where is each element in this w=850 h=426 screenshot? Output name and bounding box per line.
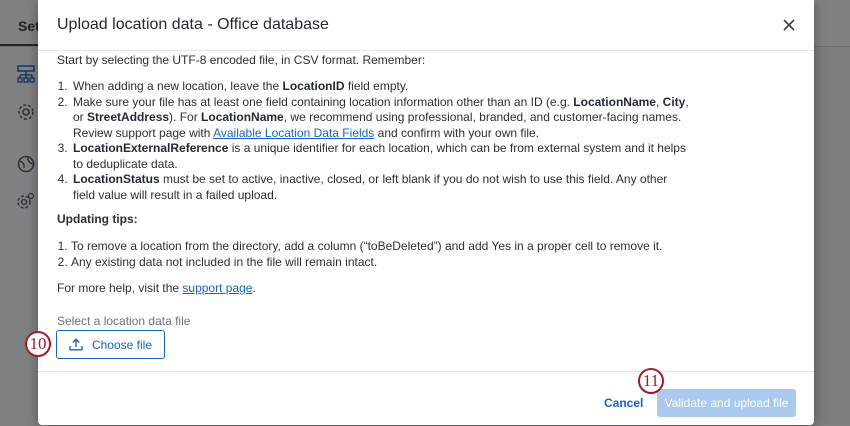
instruction-item: 1. When adding a new location, leave the LocationID field empty. [71,79,691,95]
tip-item: 1. To remove a location from the directory, add a column (“toBeDeleted”) and add Yes in a proper cell to remove it. [71,239,711,255]
callout-badge: 11 [638,368,664,394]
instructions-list [57,79,691,203]
instruction-item: 4. LocationStatus must be set to active, inactive, closed, or left blank if you do not wish to use this field. Any other field value will result in a failed upload. [71,172,691,203]
updating-tips-heading: Updating tips: [57,212,138,226]
support-page-link[interactable]: support page [182,281,253,295]
upload-icon [69,338,83,351]
upload-location-modal [38,0,814,425]
intro-text: Start by selecting the UTF-8 encoded file, in CSV format. Remember: [57,53,426,67]
help-text: For more help, visit the support page. [57,281,256,295]
file-select-label: Select a location data file [57,314,191,328]
choose-file-label: Choose file [91,337,153,352]
choose-file-button[interactable] [56,330,165,359]
tips-list [57,239,711,270]
validate-upload-button[interactable]: Validate and upload file [657,389,796,417]
available-fields-link[interactable]: Available Location Data Fields [213,125,375,140]
modal-title: Upload location data - Office database [57,16,329,33]
callout-badge: 10 [25,331,51,357]
tip-item: 2. Any existing data not included in the file will remain intact. [71,255,711,271]
close-button[interactable] [778,14,800,36]
modal-header [38,0,814,51]
instruction-item: 3. LocationExternalReference is a unique identifier for each location, which can be from external system and it helps to deduplicate data. [71,141,691,172]
modal-footer [38,371,814,426]
close-icon [783,19,795,31]
instruction-item: 2. Make sure your file has at least one field containing location information other than an ID (e.g. LocationName, City, or StreetAddress). For LocationName, we recommend using professional, branded, and customer-facing names. Review support page with Available Location Data Fields and confirm with your own file. [71,95,691,142]
cancel-button[interactable]: Cancel [604,396,644,410]
